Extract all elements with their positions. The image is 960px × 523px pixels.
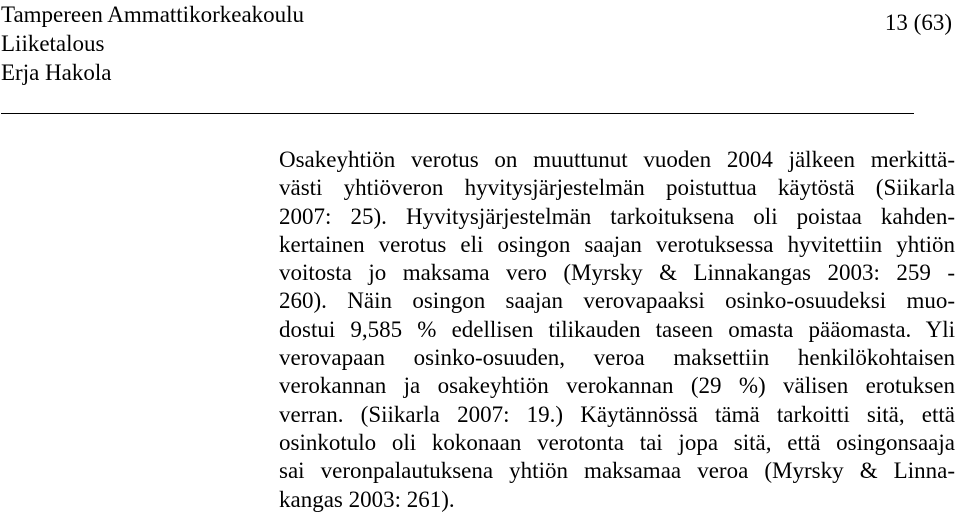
institution-name: Tampereen Ammattikorkeakoulu <box>1 2 305 27</box>
paragraph-line: 260). Näin osingon saajan verovapaaksi osinko-osuudeksi muo- <box>279 288 955 314</box>
department-name: Liiketalous <box>1 31 105 56</box>
paragraph-line: verran. (Siikarla 2007: 19.) Käytännössä tämä tarkoitti sitä, että <box>279 401 955 427</box>
author-name: Erja Hakola <box>1 60 112 85</box>
page-number: 13 (63) <box>884 10 952 35</box>
paragraph-line: verovapaan osinko-osuuden, veroa maksettiin henkilökohtaisen <box>279 345 955 371</box>
paragraph-line: osinkotulo oli kokonaan verotonta tai jopa sitä, että osingonsaaja <box>279 429 955 455</box>
paragraph-line: voitosta jo maksama vero (Myrsky & Linnakangas 2003: 259 - <box>279 260 955 286</box>
paragraph-line: kertainen verotus eli osingon saajan verotuksessa hyvitettiin yhtiön <box>279 231 955 257</box>
paragraph-line: 2007: 25). Hyvitysjärjestelmän tarkoituksena oli poistaa kahden- <box>279 203 955 229</box>
paragraph-line: kangas 2003: 261). <box>279 486 455 512</box>
paragraph-line: västi yhtiöveron hyvitysjärjestelmän poistuttua käytöstä (Siikarla <box>279 175 955 201</box>
paragraph-line: sai veronpalautuksena yhtiön maksamaa veroa (Myrsky & Linna- <box>279 458 955 484</box>
paragraph-line: dostui 9,585 % edellisen tilikauden taseen omasta pääomasta. Yli <box>279 316 955 342</box>
header-divider <box>1 113 914 114</box>
paragraph-line: verokannan ja osakeyhtiön verokannan (29 %) välisen erotuksen <box>279 373 955 399</box>
paragraph-line: Osakeyhtiön verotus on muuttunut vuoden 2004 jälkeen merkittä- <box>279 147 955 172</box>
body-paragraph <box>279 146 955 514</box>
page-header <box>1 0 304 87</box>
